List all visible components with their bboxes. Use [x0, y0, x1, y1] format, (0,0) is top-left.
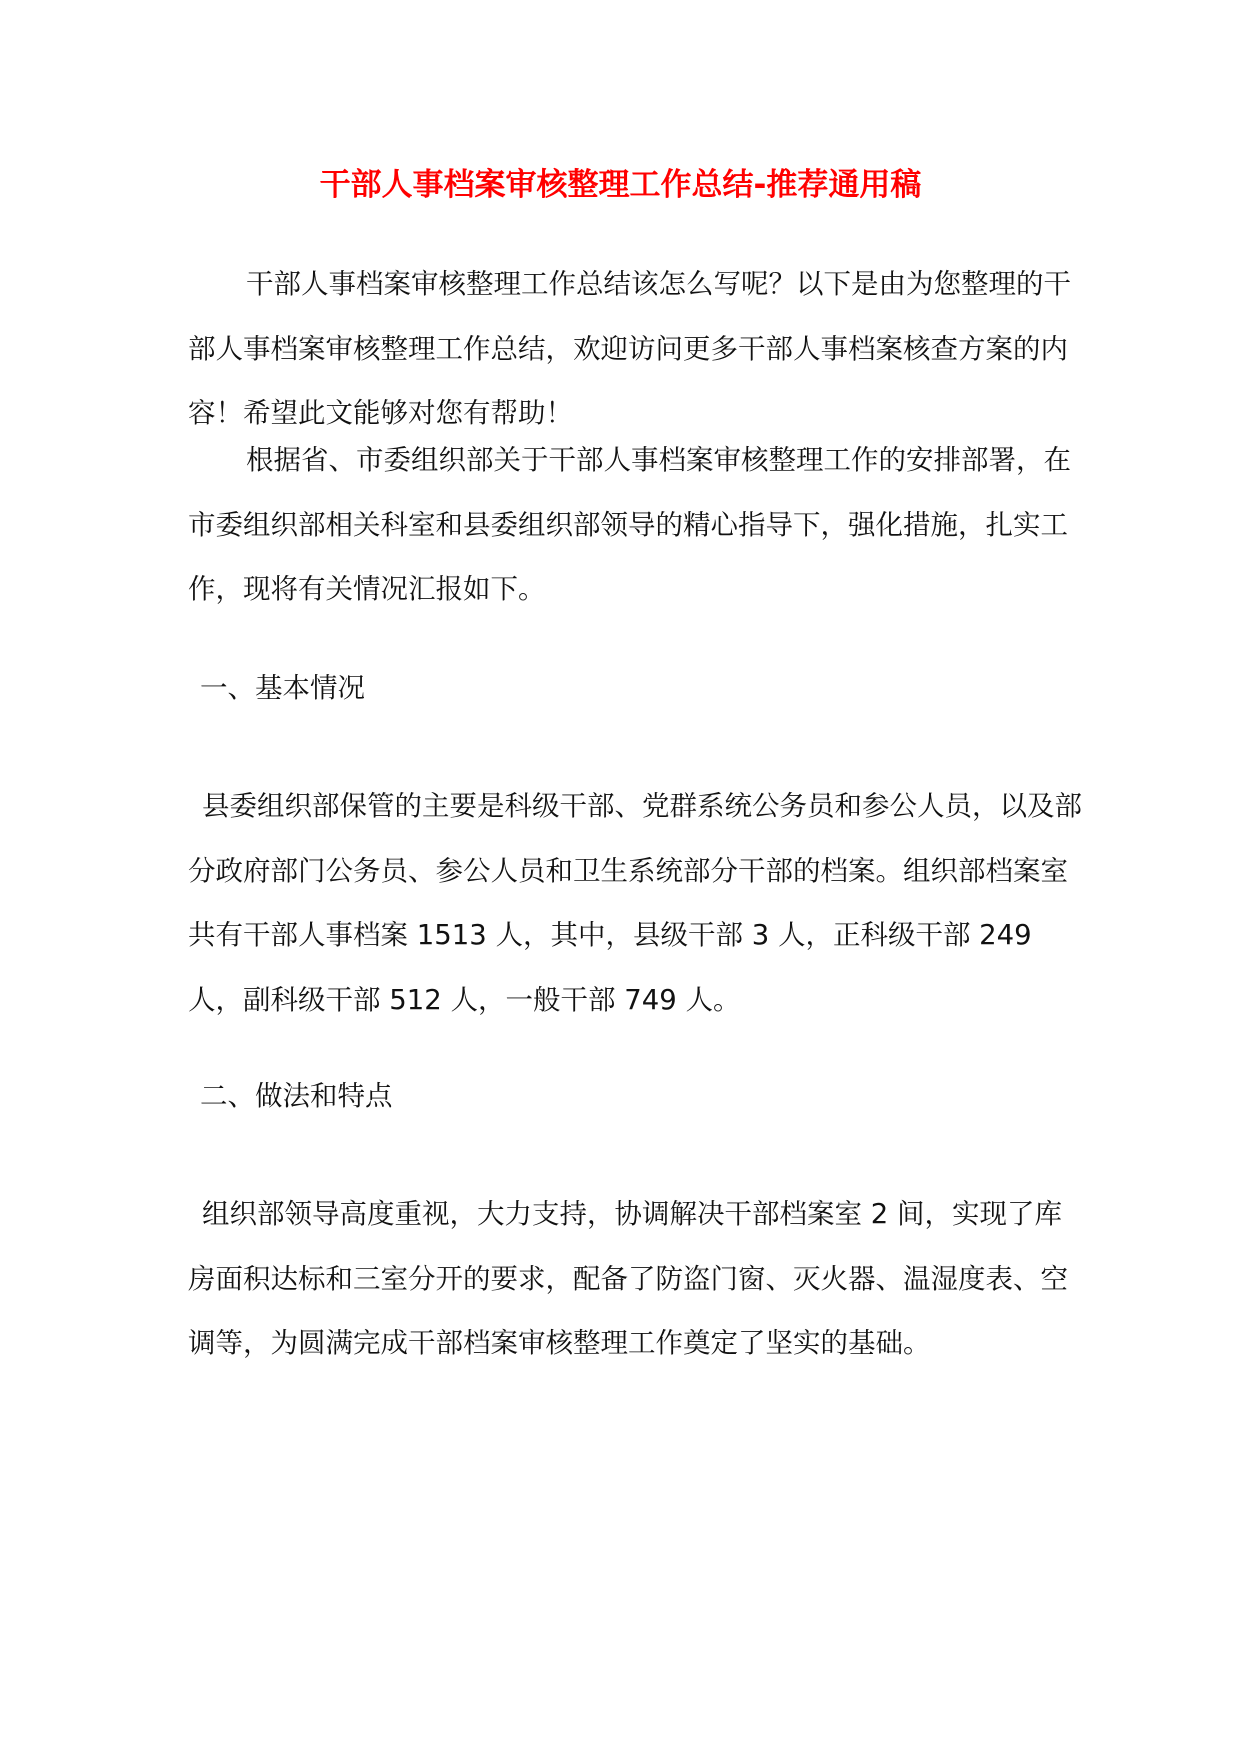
- intro-paragraph: 干部人事档案审核整理工作总结该怎么写呢？以下是由为您整理的干部人事档案审核整理工作总结，欢迎访问更多干部人事档案核查方案的内容！希望此文能够对您有帮助！: [188, 268, 1071, 429]
- section-heading-methods: 二、做法和特点: [200, 1080, 393, 1112]
- document-title: 干部人事档案审核整理工作总结-推荐通用稿: [319, 166, 922, 203]
- section-body-basic-situation: 县委组织部保管的主要是科级干部、党群系统公务员和参公人员，以及部分政府部门公务员、参公人员和卫生系统部分干部的档案。组织部档案室共有干部人事档案 1513 人，其中，县级干部 3 人，正科级干部 249 人，副科级干部 512 人，一般干部 749 人。: [188, 790, 1082, 1016]
- basis-paragraph: 根据省、市委组织部关于干部人事档案审核整理工作的安排部署，在市委组织部相关科室和县委组织部领导的精心指导下，强化措施，扎实工作，现将有关情况汇报如下。: [188, 444, 1071, 605]
- section-heading-basic-situation: 一、基本情况: [200, 672, 365, 704]
- section-body-methods: 组织部领导高度重视，大力支持，协调解决干部档案室 2 间，实现了库房面积达标和三室分开的要求，配备了防盗门窗、灭火器、温湿度表、空调等，为圆满完成干部档案审核整理工作奠定了坚实的基础。: [188, 1198, 1068, 1359]
